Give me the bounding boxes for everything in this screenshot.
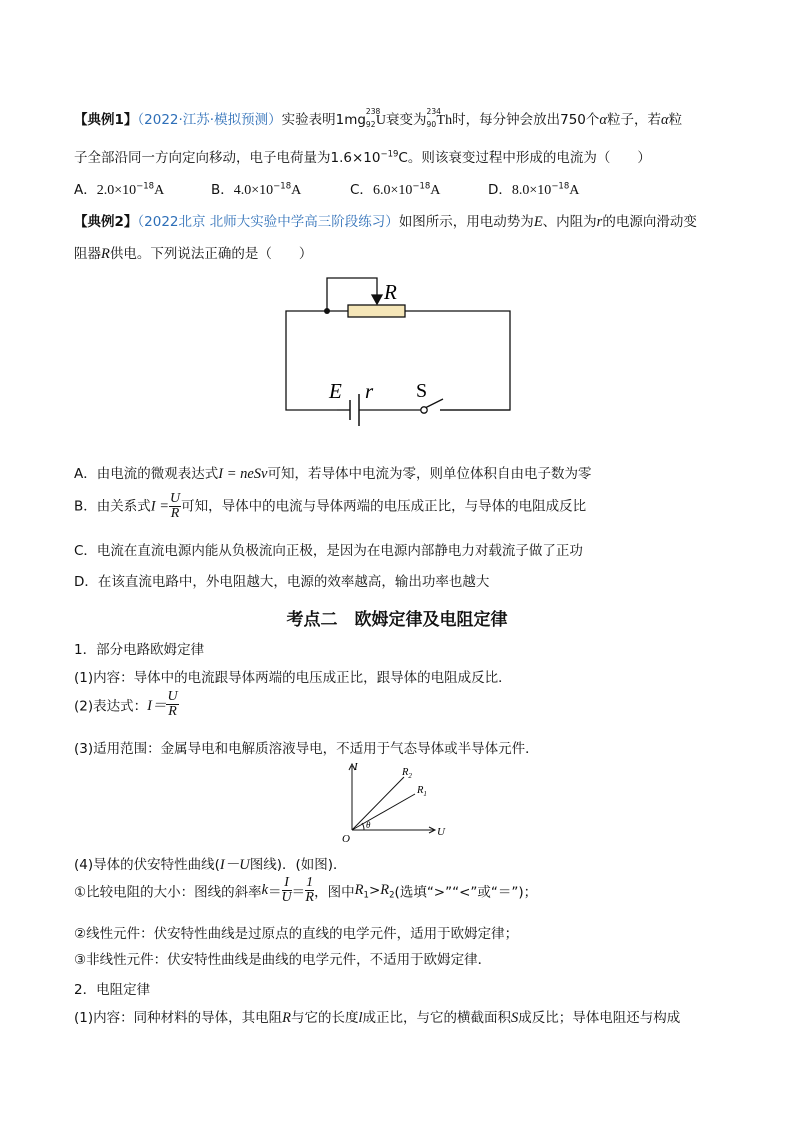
example1-options (74, 178, 579, 199)
rheostat-symbol: R (101, 246, 110, 262)
example1-question-line1 (74, 108, 682, 129)
line-r2 (352, 777, 404, 830)
switch-blade (425, 399, 443, 408)
thorium-symbol: Th (436, 113, 453, 128)
alpha-symbol-2: α (661, 112, 669, 128)
section-heading: 考点二 欧姆定律及电阻定律 (286, 610, 508, 630)
example1-text-a: 实验表明1mg (281, 112, 366, 128)
example2-option-b[interactable]: B．由关系式I = $\frac{U}{R}$ 可知，导体中的电流与导体两端的电压成正比，与导体的电阻成反比 (74, 491, 587, 521)
iu-graph (340, 760, 455, 845)
option-a[interactable]: A．$2.0\times 10^{-18}A$ (74, 181, 165, 198)
line-r1 (352, 794, 415, 830)
option-d[interactable]: D．$8.0\times 10^{-18}A$ (488, 181, 580, 198)
label-u-axis: U (437, 826, 445, 838)
slider-junction-dot (324, 308, 330, 314)
nonlinear-element-item: ③非线性元件：伏安特性曲线是曲线的电学元件，不适用于欧姆定律． (74, 952, 492, 968)
label-S: S (416, 380, 428, 402)
resistance-law-title: 2．电阻定律 (74, 982, 151, 998)
example2-source: （2022北京 北师大实验中学高三阶段练习） (137, 214, 399, 230)
example2-question-line2: 阻器R供电。下列说法正确的是（ ） (74, 246, 313, 262)
circuit-diagram (280, 268, 520, 438)
compare-resistance-item: ①比较电阻的大小：图线的斜率k＝ $\frac{I}{U}$ ＝ $\frac{1}{R}$ ，图中$R_1>R_2$(选填“>”“<”或“＝”)； (74, 875, 538, 905)
uranium-symbol: U (375, 113, 387, 128)
label-E: E (329, 379, 342, 403)
charge-exponent: −19 (380, 149, 399, 160)
example1-text-e: 粒 (668, 112, 683, 128)
emf-symbol: E (533, 214, 543, 230)
label-R: R (384, 280, 397, 304)
example1-source: （2022·江苏·模拟预测） (137, 112, 282, 128)
label-origin: O (342, 833, 350, 845)
alpha-symbol: α (599, 112, 608, 128)
example1-text-c: 时，每分钟会放出750个 (452, 112, 600, 128)
ohm-law-scope: (3)适用范围：金属导电和电解质溶液导电，不适用于气态导体或半导体元件． (74, 741, 539, 757)
ohm-law-expression: (2)表达式：I＝ $\frac{U}{R}$ (74, 689, 178, 719)
example1-text-d: 粒子，若 (607, 112, 662, 128)
example1-text-b: 衰变为 (386, 112, 427, 128)
ohm-law-title: 1．部分电路欧姆定律 (74, 642, 205, 658)
fraction-i-over-u: $\frac{I}{U}$ (281, 875, 292, 905)
label-r: r (365, 379, 374, 403)
example1-line2-b: C。则该衰变过程中形成的电流为（ ） (398, 150, 651, 166)
uranium-isotope: 238 92 (365, 107, 381, 129)
option-c[interactable]: C．$6.0\times 10^{-18}A$ (350, 181, 441, 198)
label-i-axis: I (354, 761, 358, 773)
comparison-answer: > (368, 882, 381, 899)
rheostat-body (348, 305, 405, 317)
fraction-u-over-r: $\frac{U}{R}$ (170, 491, 181, 521)
label-r2: $R_2$ (402, 767, 412, 780)
theta-arc (362, 823, 364, 830)
resistance-law-content: (1)内容：同种材料的导体，其电阻R与它的长度l成正比，与它的横截面积S成反比；导体电阻还与构成 (74, 1010, 681, 1026)
example2-tag: 【典例2】 (74, 214, 138, 230)
label-r1: $R_1$ (417, 785, 427, 798)
fraction-u-over-r-2: $\frac{U}{R}$ (167, 689, 178, 719)
switch-contact (421, 407, 427, 413)
fraction-1-over-r: $\frac{1}{R}$ (305, 875, 314, 905)
linear-element-item: ②线性元件：伏安特性曲线是过原点的直线的电学元件，适用于欧姆定律； (74, 926, 519, 942)
slider-arrow-icon (372, 295, 382, 304)
option-b[interactable]: B．$4.0\times 10^{-18}A$ (211, 181, 302, 198)
example2-option-a[interactable]: A．由电流的微观表达式I = neSv可知，若导体中电流为零，则单位体积自由电子数为零 (74, 466, 592, 482)
label-theta: θ (366, 820, 371, 830)
example1-line2-a: 子全部沿同一方向定向移动，电子电荷量为1.6×10 (74, 150, 381, 166)
iu-curve-description: (4)导体的伏安特性曲线(I－U图线)．(如图)． (74, 857, 347, 873)
example1-question-line2 (74, 146, 651, 166)
example2-question-line1: 【典例2】（2022北京 北师大实验中学高三阶段练习）如图所示，用电动势为E、内阻为r的电源向滑动变 (74, 214, 697, 230)
example1-tag: 【典例1】 (74, 112, 138, 128)
ohm-law-content: (1)内容：导体中的电流跟导体两端的电压成正比，跟导体的电阻成反比． (74, 670, 512, 686)
example2-option-c[interactable]: C．电流在直流电源内能从负极流向正极，是因为在电源内部静电力对载流子做了正功 (74, 543, 583, 559)
example2-option-d[interactable]: D．在该直流电路中，外电阻越大，电源的效率越高，输出功率也越大 (74, 574, 490, 590)
internal-resistance-symbol: r (596, 214, 603, 230)
thorium-isotope: 234 90 (426, 107, 441, 129)
